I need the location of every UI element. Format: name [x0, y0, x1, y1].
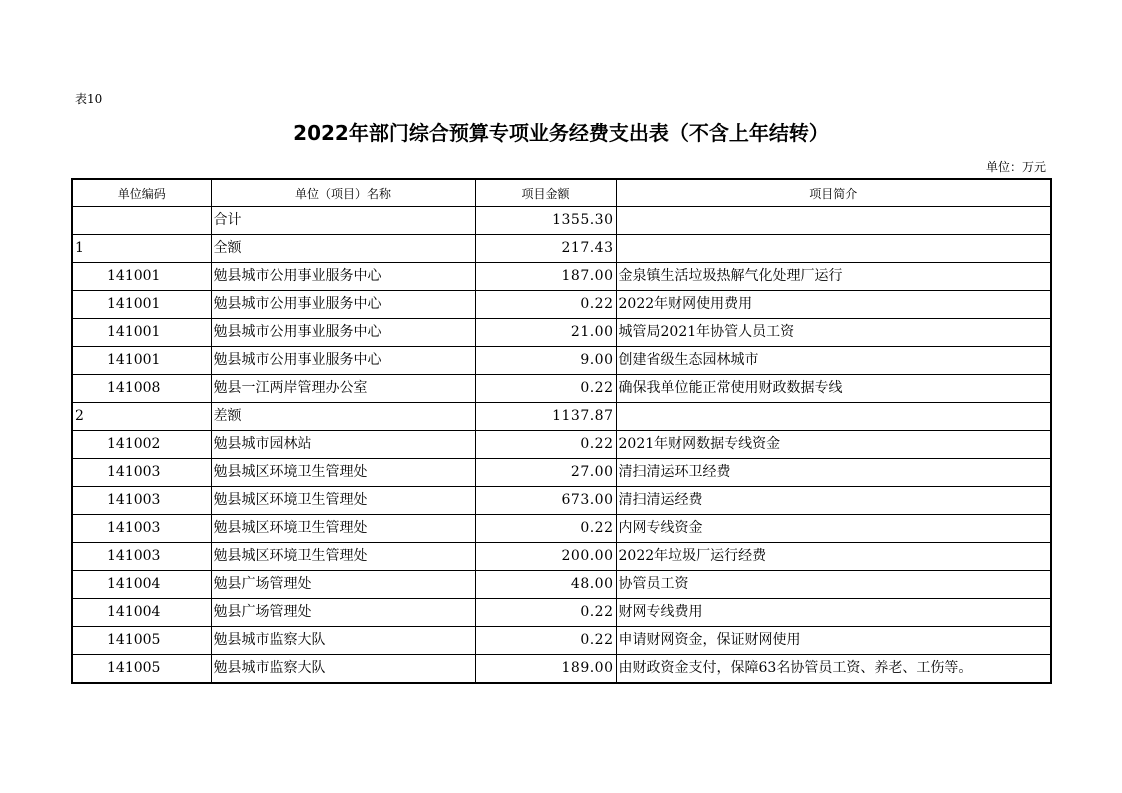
- unit-code-cell: 141001: [72, 291, 211, 319]
- description-cell: 清扫清运经费: [616, 487, 1051, 515]
- table-row: [72, 515, 1051, 543]
- description-cell: [616, 235, 1051, 263]
- unit-label: 单位：万元: [985, 160, 1046, 174]
- table-row: [72, 263, 1051, 291]
- table-row: [72, 403, 1051, 431]
- unit-code-cell: 2: [72, 403, 211, 431]
- amount-cell: 21.00: [475, 319, 616, 347]
- unit-code-cell: [72, 207, 211, 235]
- table-row: [72, 487, 1051, 515]
- unit-code-cell: 141005: [72, 627, 211, 655]
- unit-name-cell: 勉县城市公用事业服务中心: [211, 347, 475, 375]
- unit-name-cell: 勉县城市公用事业服务中心: [211, 319, 475, 347]
- amount-cell: 0.22: [475, 599, 616, 627]
- column-header-name: 单位（项目）名称: [211, 179, 475, 207]
- table-row: [72, 375, 1051, 403]
- unit-code-cell: 141008: [72, 375, 211, 403]
- unit-name-cell: 差额: [211, 403, 475, 431]
- description-cell: 财网专线费用: [616, 599, 1051, 627]
- unit-code-cell: 141003: [72, 459, 211, 487]
- description-cell: 清扫清运环卫经费: [616, 459, 1051, 487]
- description-cell: 创建省级生态园林城市: [616, 347, 1051, 375]
- unit-code-cell: 141001: [72, 319, 211, 347]
- unit-name-cell: 勉县城市公用事业服务中心: [211, 291, 475, 319]
- amount-cell: 1355.30: [475, 207, 616, 235]
- table-row: [72, 627, 1051, 655]
- unit-code-cell: 141004: [72, 599, 211, 627]
- amount-cell: 200.00: [475, 543, 616, 571]
- amount-cell: 9.00: [475, 347, 616, 375]
- amount-cell: 48.00: [475, 571, 616, 599]
- table-row: [72, 599, 1051, 627]
- description-cell: 2021年财网数据专线资金: [616, 431, 1051, 459]
- column-header-amount: 项目金额: [475, 179, 616, 207]
- table-number: 表10: [75, 92, 103, 106]
- description-cell: 由财政资金支付，保障63名协管员工资、养老、工伤等。: [616, 655, 1051, 684]
- unit-name-cell: 勉县城区环境卫生管理处: [211, 515, 475, 543]
- description-cell: 内网专线资金: [616, 515, 1051, 543]
- column-header-code: 单位编码: [72, 179, 211, 207]
- table-row: [72, 655, 1051, 684]
- table-body: [72, 207, 1051, 684]
- amount-cell: 27.00: [475, 459, 616, 487]
- description-cell: 确保我单位能正常使用财政数据专线: [616, 375, 1051, 403]
- unit-name-cell: 勉县城市监察大队: [211, 627, 475, 655]
- amount-cell: 189.00: [475, 655, 616, 684]
- table-row: [72, 571, 1051, 599]
- amount-cell: 217.43: [475, 235, 616, 263]
- amount-cell: 673.00: [475, 487, 616, 515]
- amount-cell: 0.22: [475, 627, 616, 655]
- unit-name-cell: 勉县一江两岸管理办公室: [211, 375, 475, 403]
- unit-name-cell: 勉县城区环境卫生管理处: [211, 543, 475, 571]
- unit-code-cell: 141003: [72, 487, 211, 515]
- unit-name-cell: 勉县城区环境卫生管理处: [211, 459, 475, 487]
- amount-cell: 0.22: [475, 515, 616, 543]
- table-row: [72, 207, 1051, 235]
- unit-name-cell: 全额: [211, 235, 475, 263]
- unit-name-cell: 勉县城市监察大队: [211, 655, 475, 684]
- budget-table: [71, 178, 1052, 684]
- table-row: [72, 431, 1051, 459]
- unit-code-cell: 1: [72, 235, 211, 263]
- table-row: [72, 459, 1051, 487]
- unit-name-cell: 勉县广场管理处: [211, 571, 475, 599]
- unit-code-cell: 141001: [72, 347, 211, 375]
- unit-name-cell: 勉县城市园林站: [211, 431, 475, 459]
- description-cell: [616, 207, 1051, 235]
- amount-cell: 1137.87: [475, 403, 616, 431]
- description-cell: 金泉镇生活垃圾热解气化处理厂运行: [616, 263, 1051, 291]
- description-cell: [616, 403, 1051, 431]
- description-cell: 2022年财网使用费用: [616, 291, 1051, 319]
- description-cell: 申请财网资金，保证财网使用: [616, 627, 1051, 655]
- description-cell: 城管局2021年协管人员工资: [616, 319, 1051, 347]
- table-header-row: [72, 179, 1051, 207]
- amount-cell: 0.22: [475, 431, 616, 459]
- table-row: [72, 347, 1051, 375]
- unit-name-cell: 合计: [211, 207, 475, 235]
- unit-name-cell: 勉县广场管理处: [211, 599, 475, 627]
- table-row: [72, 235, 1051, 263]
- description-cell: 2022年垃圾厂运行经费: [616, 543, 1051, 571]
- table-row: [72, 319, 1051, 347]
- unit-code-cell: 141001: [72, 263, 211, 291]
- page-title: 2022年部门综合预算专项业务经费支出表（不含上年结转）: [293, 121, 829, 145]
- amount-cell: 0.22: [475, 375, 616, 403]
- unit-name-cell: 勉县城市公用事业服务中心: [211, 263, 475, 291]
- amount-cell: 0.22: [475, 291, 616, 319]
- table-row: [72, 543, 1051, 571]
- column-header-description: 项目简介: [616, 179, 1051, 207]
- unit-code-cell: 141005: [72, 655, 211, 684]
- unit-code-cell: 141003: [72, 515, 211, 543]
- description-cell: 协管员工资: [616, 571, 1051, 599]
- unit-code-cell: 141004: [72, 571, 211, 599]
- unit-name-cell: 勉县城区环境卫生管理处: [211, 487, 475, 515]
- unit-code-cell: 141002: [72, 431, 211, 459]
- table-row: [72, 291, 1051, 319]
- unit-code-cell: 141003: [72, 543, 211, 571]
- amount-cell: 187.00: [475, 263, 616, 291]
